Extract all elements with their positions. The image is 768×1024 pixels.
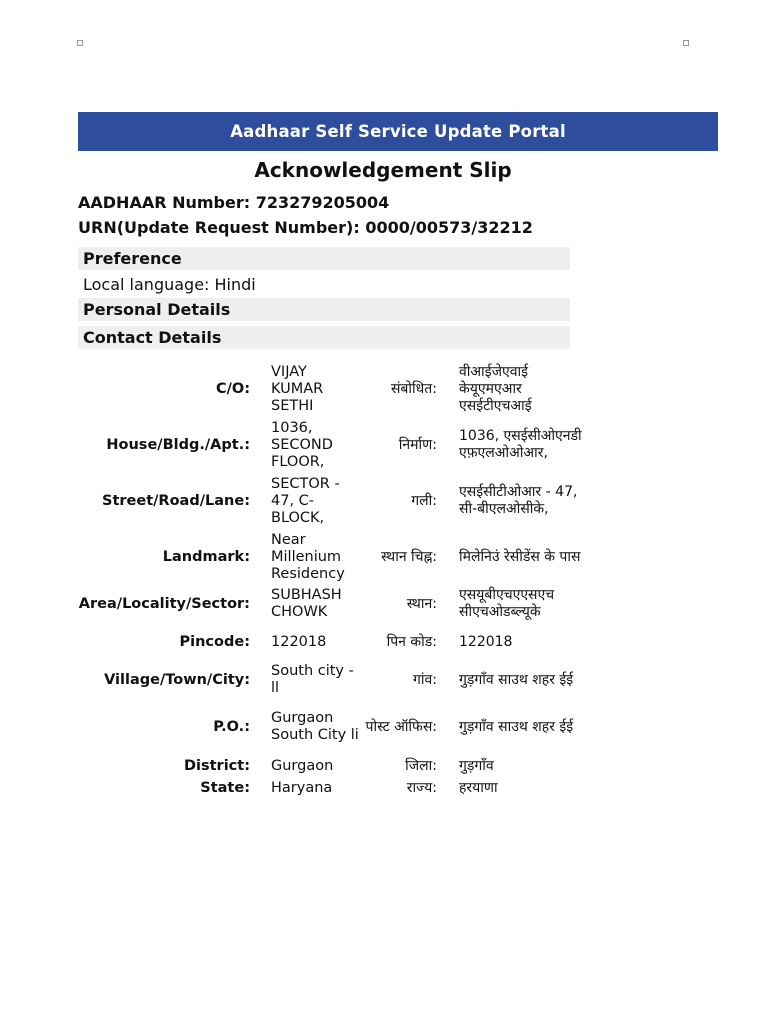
field-value-hindi: मिलेनिउं रेसीडेंस के पास (459, 548, 581, 565)
field-label-hindi: स्थान चिह्न: (381, 548, 437, 565)
field-label-hindi: स्थान: (406, 595, 437, 612)
field-label: P.O.: (213, 719, 250, 735)
field-value-hindi: एसईसीटीओआर - 47, सी-बीएलओसीके, (459, 484, 578, 517)
field-value-hindi: हरयाणा (459, 779, 498, 796)
field-label-hindi: संबोधित: (390, 380, 437, 397)
field-label-hindi: गांव: (412, 671, 437, 688)
page-corner-mark-right (683, 40, 689, 46)
table-row (78, 417, 589, 473)
local-language: Local language: Hindi (83, 275, 256, 294)
table-row (78, 361, 589, 417)
field-value-hindi: गुड़गाँव (459, 757, 494, 774)
field-value-hindi: गुड़गाँव साउथ शहर ईई (459, 718, 574, 735)
table-row (78, 777, 589, 799)
page-corner-mark-left (77, 40, 83, 46)
field-label-hindi: पिन कोड: (386, 633, 437, 650)
field-value: 1036, SECOND FLOOR, (271, 419, 333, 470)
field-label: Area/Locality/Sector: (78, 596, 250, 612)
slip-title: Acknowledgement Slip (254, 158, 512, 182)
portal-title: Aadhaar Self Service Update Portal (230, 122, 566, 141)
field-label: Pincode: (179, 634, 250, 650)
urn-number: URN(Update Request Number): 0000/00573/32212 (78, 218, 533, 237)
field-label-hindi: जिला: (405, 757, 437, 774)
section-personal-details (78, 298, 570, 321)
field-value: VIJAY KUMAR SETHI (271, 363, 324, 414)
field-value: Haryana (271, 779, 333, 796)
field-value: Gurgaon South City li (271, 710, 359, 743)
table-row (78, 529, 589, 585)
field-label: Village/Town/City: (104, 672, 250, 688)
field-label: Street/Road/Lane: (102, 493, 250, 509)
table-row (78, 623, 589, 661)
portal-banner (78, 112, 718, 151)
field-value-hindi: गुड़गाँव साउथ शहर ईई (459, 671, 574, 688)
field-value: SUBHASH CHOWK (271, 587, 342, 620)
field-value-hindi: वीआईजेएवाई केयूएमएआर एसईटीएचआई (459, 363, 532, 414)
section-preference-title: Preference (83, 249, 182, 268)
field-label: District: (183, 758, 250, 774)
field-label: House/Bldg./Apt.: (106, 437, 250, 453)
field-value: South city - ll (271, 663, 354, 696)
table-row (78, 473, 589, 529)
table-row (78, 585, 589, 623)
section-contact-details (78, 326, 570, 349)
field-value: 122018 (271, 633, 327, 650)
section-preference (78, 247, 570, 270)
table-row (78, 755, 589, 777)
field-value-hindi: 122018 (459, 633, 513, 650)
field-label-hindi: पोस्ट ऑफिस: (365, 718, 437, 735)
field-value: SECTOR - 47, C-BLOCK, (271, 475, 340, 526)
field-label: State: (200, 780, 250, 796)
table-row (78, 699, 589, 755)
section-contact-details-title: Contact Details (83, 328, 222, 347)
field-value: Near Millenium Residency (271, 531, 345, 582)
table-row (78, 661, 589, 699)
section-personal-details-title: Personal Details (83, 300, 231, 319)
field-label-hindi: गली: (411, 492, 437, 509)
aadhaar-number: AADHAAR Number: 723279205004 (78, 193, 390, 212)
contact-details-table (78, 361, 589, 799)
field-value-hindi: एसयूबीएचएएसएच सीएचओडब्ल्यूके (459, 587, 555, 620)
field-label: Landmark: (162, 549, 250, 565)
field-label-hindi: राज्य: (406, 779, 437, 796)
field-value: Gurgaon (271, 757, 334, 774)
field-label: C/O: (215, 381, 250, 397)
field-label-hindi: निर्माण: (398, 436, 437, 453)
field-value-hindi: 1036, एसईसीओएनडी एफ़एलओओआर, (459, 428, 582, 461)
